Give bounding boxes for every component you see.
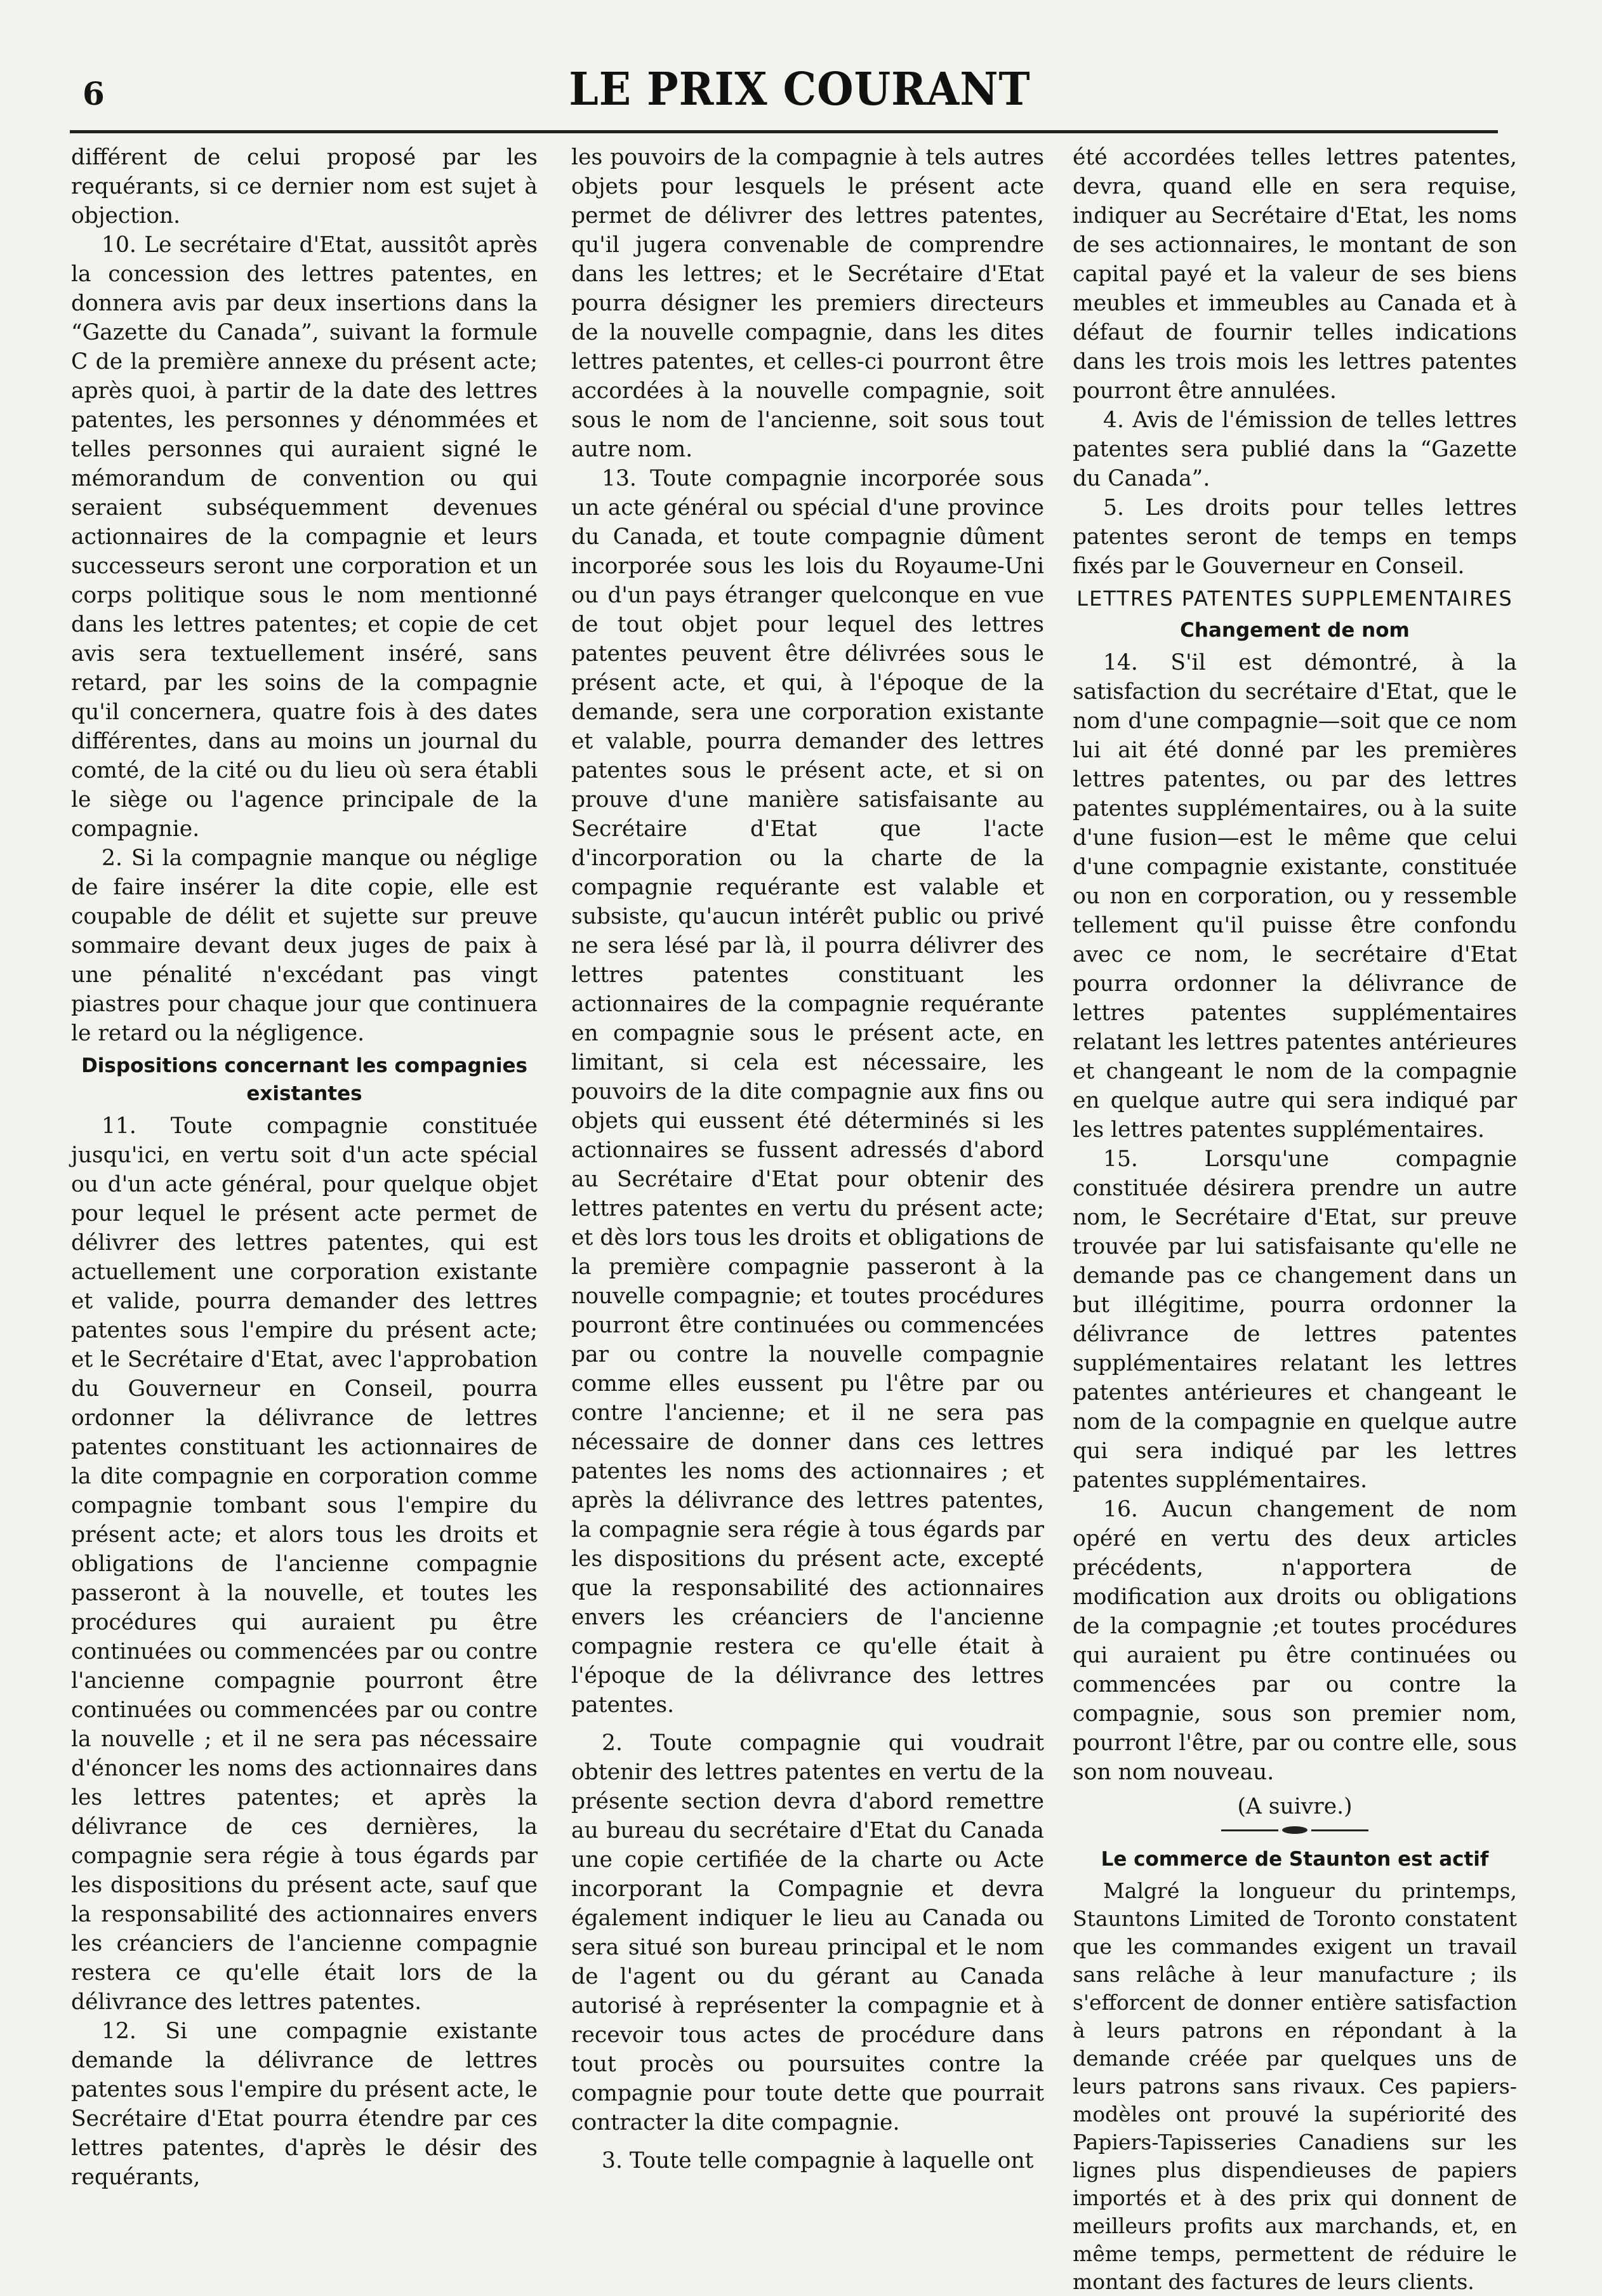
paragraph: différent de celui proposé par les requérants, si ce dernier nom est sujet à objection. [71, 145, 538, 229]
paragraph: 13. Toute compagnie incorporée sous un acte général ou spécial d'une province du Canada, et toute compagnie dûment incorporée sous les lois du Royaume-Uni ou d'un pays étranger quelconque en vue de tout objet pour lequel des lettres patentes peuvent être délivrées sous le présent acte, et qui, à l'époque de la demande, sera une corporation existante et valable, pourra demander des lettres patentes sous le présent acte, et si on prouve d'une manière satisfaisante au Secrétaire d'Etat que l'acte d'incorporation ou la charte de la compagnie requérante est valable et subsiste, qu'aucun intérêt public ou privé ne sera lésé par là, il pourra délivrer des lettres patentes constituant les actionnaires de la compagnie requérante en compagnie sous le présent acte, en limitant, si cela est nécessaire, les pouvoirs de la dite compagnie aux fins ou objets qui eussent été déterminés si les actionnaires se fussent adressés d'abord au Secrétaire d'Etat pour obtenir des lettres patentes en vertu du présent acte; et dès lors tous les droits et obligations de la première compagnie passeront à la nouvelle compagnie; et toutes procédures pourront être continuées ou commencées par ou contre la nouvelle compagnie comme elles eussent pu l'être par ou contre l'ancienne; et il ne sera pas nécessaire de donner dans ces lettres patentes les noms des actionnaires ; et après la délivrance des lettres patentes, la compagnie sera régie à tous égards par les dispositions du présent acte, excepté que la responsabilité des actionnaires envers les créanciers de l'ancienne compagnie restera ce qu'elle était à l'époque de la délivrance des lettres patentes. [571, 466, 1044, 1718]
paragraph: été accordées telles lettres patentes, devra, quand elle en sera requise, indiquer au Secrétaire d'Etat, les noms de ses actionnaires, le montant de son capital payé et la valeur de ses biens meubles et immeubles au Canada et à défaut de fournir telles indications dans les trois mois les lettres patentes pourront être annulées. [1073, 145, 1517, 404]
paragraph: Malgré la longueur du printemps, Stauntons Limited de Toronto constatent que les commandes exigent un travail sans relâche à leur manufacture ; ils s'efforcent de donner entière satisfaction à leurs patrons en répondant à la demande créée par quelques uns de leurs patrons sans rivaux. Ces papiers-modèles ont prouvé la supériorité des Papiers-Tapisseries Canadiens sur les lignes plus dispendieuses de papiers importés et à des prix qui donnent de meilleurs profits aux marchands, et, en même temps, permettent de réduire le montant des factures de leurs clients. [1073, 1878, 1517, 2294]
paragraph: 11. Toute compagnie constituée jusqu'ici, en vertu soit d'un acte spécial ou d'un acte général, pour quelque objet pour lequel le présent acte permet de délivrer des lettres patentes, qui est actuellement une corporation existante et valide, pourra demander des lettres patentes sous l'empire du présent acte; et le Secrétaire d'Etat, avec l'approbation du Gouverneur en Conseil, pourra ordonner la délivrance de lettres patentes constituant les actionnaires de la dite compagnie en corporation comme compagnie tombant sous l'empire du présent acte; et alors tous les droits et obligations de l'ancienne compagnie passeront à la nouvelle, et toutes les procédures qui auraient pu être continuées ou commencées par ou contre l'ancienne compagnie pourront être continuées ou commencées par ou contre la nouvelle ; et il ne sera pas nécessaire d'énoncer les noms des actionnaires dans les lettres patentes; et après la délivrance de ces dernières, la compagnie sera régie à tous égards par les dispositions du présent acte, sauf que la responsabilité des actionnaires envers les créanciers de l'ancienne compagnie restera ce qu'elle était lors de la délivrance des lettres patentes. [71, 1113, 538, 2015]
section-heading: Dispositions concernant les compagnies existantes [81, 1054, 527, 1105]
section-heading: LETTRES PATENTES SUPPLEMENTAIRES [1076, 587, 1513, 611]
column-3 [1073, 143, 1517, 2296]
paragraph: les pouvoirs de la compagnie à tels autres objets pour lesquels le présent acte permet de délivrer des lettres patentes, qu'il jugera convenable de comprendre dans les lettres; et le Secrétaire d'Etat pourra désigner les premiers directeurs de la nouvelle compagnie, dans les dites lettres patentes, et celles-ci pourront être accordées à la nouvelle compagnie, soit sous le nom de l'ancienne, soit sous tout autre nom. [571, 145, 1044, 462]
header-rule [70, 130, 1498, 133]
column-2 [571, 143, 1044, 2175]
section-subheading: Changement de nom [1180, 619, 1410, 642]
article-heading: Le commerce de Staunton est actif [1101, 1848, 1489, 1871]
paragraph: 14. S'il est démontré, à la satisfaction du secrétaire d'Etat, que le nom d'une compagnie—soit que ce nom lui ait été donné par les premières lettres patentes, ou par des lettres patentes supplémentaires, ou à la suite d'une fusion—est le même que celui d'une compagnie existante, constituée ou non en corporation, ou y ressemble tellement qu'il puisse être confondu avec ce nom, le secrétaire d'Etat pourra ordonner la délivrance de lettres patentes supplémentaires relatant les lettres patentes antérieures et changeant le nom de la compagnie en quelque autre qui sera indiqué par les lettres patentes supplémentaires. [1073, 650, 1517, 1143]
paragraph: 2. Toute compagnie qui voudrait obtenir des lettres patentes en vertu de la présente section devra d'abord remettre au bureau du secrétaire d'Etat du Canada une copie certifiée de la charte ou Acte incorporant la Compagnie et devra également indiquer le lieu au Canada ou sera situé son bureau principal et le nom de l'agent ou du gérant au Canada autorisé à représenter la compagnie et à recevoir tous actes de procédure dans tout procès ou poursuites contre la compagnie pour toute dette que pourrait contracter la dite compagnie. [571, 1730, 1044, 2135]
paragraph: 15. Lorsqu'une compagnie constituée désirera prendre un autre nom, le Secrétaire d'Etat, sur preuve trouvée par lui satisfaisante qu'elle ne demande pas ce changement dans un but illégitime, pourra ordonner la délivrance de lettres patentes supplémentaires relatant les lettres patentes antérieures et changeant le nom de la compagnie en quelque autre qui sera indiqué par les lettres patentes supplémentaires. [1073, 1146, 1517, 1493]
paragraph: 10. Le secrétaire d'Etat, aussitôt après la concession des lettres patentes, en donnera avis par deux insertions dans la “Gazette du Canada”, suivant la formule C de la première annexe du présent acte; après quoi, à partir de la date des lettres patentes, les personnes y dénommées et telles personnes qui auraient signé le mémorandum de convention ou qui seraient subséquemment devenues actionnaires de la compagnie et leurs successeurs seront une corporation et un corps politique sous le nom mentionné dans les lettres patentes; et copie de cet avis sera textuellement inséré, sans retard, par les soins de la compagnie qu'il concernera, quatre fois à des dates différentes, dans au moins un journal du comté, de la cité ou du lieu où sera établi le siège ou l'agence principale de la compagnie. [71, 232, 538, 842]
paragraph: 3. Toute telle compagnie à laquelle ont [602, 2148, 1034, 2173]
paragraph: 12. Si une compagnie existante demande la délivrance de lettres patentes sous l'empire du présent acte, le Secrétaire d'Etat pourra étendre par ces lettres patentes, d'après le désir des requérants, [71, 2019, 538, 2190]
masthead-logo [569, 58, 1031, 119]
paragraph: 16. Aucun changement de nom opéré en vertu des deux articles précédents, n'apportera de modification aux droits ou obligations de la compagnie ;et toutes procédures qui auraient pu être continuées ou commencées par ou contre la compagnie, sous son premier nom, pourront l'être, par ou contre elle, sous son nom nouveau. [1073, 1497, 1517, 1785]
masthead-title: LE PRIX COURANT [569, 62, 1031, 116]
paragraph: 4. Avis de l'émission de telles lettres patentes sera publié dans la “Gazette du Canada”. [1073, 408, 1517, 491]
to-be-continued: (A suivre.) [1237, 1794, 1353, 1819]
paragraph: 5. Les droits pour telles lettres patentes seront de temps en temps fixés par le Gouverneur en Conseil. [1073, 495, 1517, 579]
column-1 [71, 143, 538, 2192]
divider-ornament [1073, 1824, 1517, 1836]
page-number: 6 [83, 75, 105, 112]
paragraph: 2. Si la compagnie manque ou néglige de faire insérer la dite copie, elle est coupable de délit et sujette sur preuve sommaire devant deux juges de paix à une pénalité n'excédant pas vingt piastres pour chaque jour que continuera le retard ou la négligence. [71, 846, 538, 1046]
